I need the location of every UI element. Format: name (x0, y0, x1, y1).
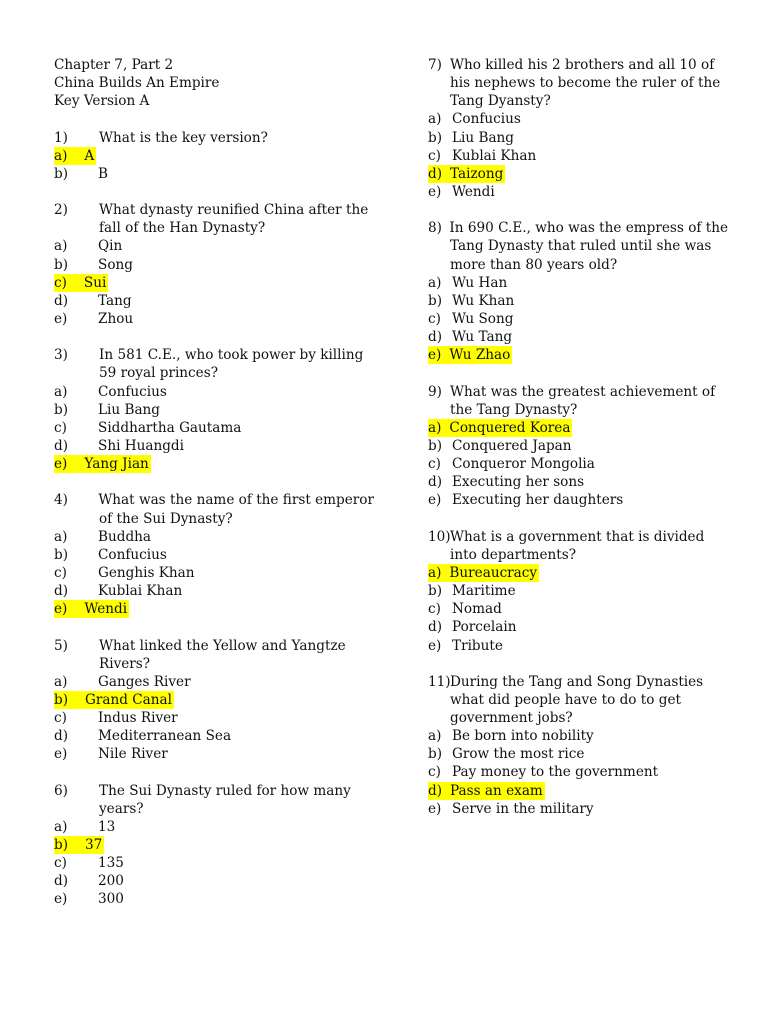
correct-answer-option (54, 274, 374, 292)
answer-option (54, 546, 374, 564)
question-text-continued: 59 royal princes? (99, 365, 218, 382)
question-prompt (428, 219, 728, 237)
answer-option (54, 165, 374, 183)
answer-option-content (54, 673, 191, 691)
answer-option-content (54, 383, 167, 401)
answer-option-text: Siddhartha Gautama (98, 419, 242, 436)
answer-option (428, 328, 728, 346)
correct-answer-option (428, 165, 728, 183)
answer-option-letter: c) (428, 456, 441, 473)
answer-option-text: Maritime (452, 583, 516, 600)
answer-option (428, 473, 728, 491)
answer-option-text: Indus River (98, 710, 178, 727)
answer-option-text: Nile River (98, 746, 168, 763)
question-number: 7) (428, 57, 442, 73)
question-4 (54, 491, 374, 618)
answer-option (54, 256, 374, 274)
answer-option-text: Liu Bang (98, 401, 161, 418)
answer-option-letter: c) (428, 764, 441, 781)
answer-option-text: Be born into nobility (452, 728, 594, 745)
answer-option-letter: c) (54, 419, 67, 436)
answer-option-letter: d) (54, 583, 69, 600)
answer-option-text: Pay money to the government (452, 764, 659, 781)
answer-option (428, 763, 728, 781)
answer-option (428, 727, 728, 745)
answer-option-text: Wu Khan (452, 292, 515, 309)
answer-option (428, 310, 728, 328)
answer-option-content (54, 854, 124, 872)
answer-option-letter: d) (428, 619, 443, 636)
answer-option (54, 564, 374, 582)
correct-answer-option (428, 419, 728, 437)
answer-option-text: Wu Song (452, 310, 514, 327)
answer-option-content (54, 256, 133, 274)
question-text: What is a government that is divided (450, 528, 705, 545)
question-number: 10) (428, 528, 451, 545)
correct-answer-option (54, 600, 374, 618)
answer-option (54, 310, 374, 328)
question-text-continued: the Tang Dynasty? (450, 401, 578, 418)
question-prompt (54, 637, 374, 655)
question-text: In 581 C.E., who took power by killing (99, 347, 364, 364)
answer-option-letter: d) (428, 782, 443, 799)
answer-option-content (54, 745, 168, 763)
spacer (428, 655, 728, 673)
answer-option-content (428, 346, 512, 364)
answer-option (54, 872, 374, 890)
answer-option-text: Yang Jian (84, 456, 149, 473)
answer-option (54, 890, 374, 908)
answer-option-text: 135 (98, 855, 124, 872)
answer-option-content (54, 818, 115, 836)
answer-option-text: Nomad (452, 601, 502, 618)
answer-option-text: 200 (98, 873, 124, 890)
answer-option-text: Shi Huangdi (98, 437, 184, 454)
answer-option-content (54, 437, 184, 455)
answer-option-letter: e) (54, 746, 68, 763)
answer-option-content (428, 564, 539, 582)
answer-option-text: Kublai Khan (452, 147, 537, 164)
question-prompt (428, 528, 728, 546)
question-number: 3) (54, 347, 68, 364)
question-list-left (54, 129, 374, 927)
question-number: 6) (54, 782, 68, 799)
answer-option-text: Wendi (452, 183, 495, 200)
answer-option-letter: e) (54, 456, 68, 473)
answer-option-content (428, 782, 545, 800)
question-3 (54, 346, 374, 473)
answer-option-letter: b) (54, 546, 69, 563)
answer-option-letter: e) (428, 492, 442, 509)
answer-option-text: B (98, 165, 108, 182)
question-prompt (54, 201, 374, 219)
answer-option-content (428, 618, 517, 636)
answer-option-text: Tang (98, 292, 132, 309)
answer-option-content (428, 800, 594, 818)
question-text: What was the greatest achievement of (450, 383, 716, 400)
answer-option-letter: d) (54, 437, 69, 454)
answer-option-letter: c) (54, 710, 67, 727)
answer-option (54, 292, 374, 310)
answer-option (428, 600, 728, 618)
question-text-continued: more than 80 years old? (450, 256, 618, 273)
answer-option-content (428, 763, 658, 781)
answer-option-letter: c) (54, 274, 67, 291)
answer-option-content (54, 872, 124, 890)
answer-option-content (54, 147, 96, 165)
question-text-continued: into departments? (450, 546, 577, 563)
answer-option (428, 274, 728, 292)
answer-option (54, 437, 374, 455)
spacer (428, 510, 728, 528)
question-text-continued: of the Sui Dynasty? (99, 510, 233, 527)
question-text: During the Tang and Song Dynasties (450, 673, 704, 690)
question-prompt (428, 56, 728, 74)
answer-option (54, 401, 374, 419)
spacer (54, 110, 374, 128)
answer-option-content (428, 292, 514, 310)
answer-option (54, 818, 374, 836)
correct-answer-option (428, 564, 728, 582)
answer-option (54, 727, 374, 745)
question-text: What dynasty reunified China after the (99, 202, 369, 219)
question-9 (428, 383, 728, 510)
answer-option-text: Genghis Khan (98, 564, 195, 581)
answer-option-letter: b) (54, 837, 69, 854)
answer-option (54, 528, 374, 546)
answer-option (54, 745, 374, 763)
question-8 (428, 219, 728, 364)
question-text-continued: Tang Dynasty that ruled until she was (450, 238, 712, 255)
answer-option-text: Buddha (98, 528, 152, 545)
answer-option-content (428, 165, 505, 183)
correct-answer-option (54, 455, 374, 473)
answer-option-letter: b) (54, 691, 69, 708)
answer-option (54, 383, 374, 401)
question-prompt (54, 346, 374, 364)
answer-option-content (54, 237, 122, 255)
answer-option-letter: a) (428, 274, 442, 291)
spacer (54, 618, 374, 636)
question-text: What linked the Yellow and Yangtze (99, 637, 346, 654)
answer-option-letter: e) (428, 183, 442, 200)
answer-option-content (54, 292, 132, 310)
answer-option-text: Sui (83, 274, 107, 291)
answer-option-letter: a) (54, 528, 68, 545)
answer-option-text: Wu Zhao (449, 347, 511, 364)
answer-option-content (54, 727, 231, 745)
spacer (428, 818, 728, 836)
answer-option-text: Executing her daughters (452, 492, 624, 509)
answer-option-content (428, 637, 503, 655)
answer-option-content (54, 165, 108, 183)
answer-option (428, 129, 728, 147)
answer-option-letter: b) (428, 129, 443, 146)
answer-option-text: Grow the most rice (452, 746, 585, 763)
answer-option-content (54, 691, 174, 709)
answer-option-text: Song (98, 256, 133, 273)
question-list-right (428, 56, 728, 836)
answer-option-content (428, 129, 514, 147)
answer-option-letter: a) (428, 111, 442, 128)
question-number: 5) (54, 637, 68, 654)
answer-option-text: Confucius (452, 111, 521, 128)
answer-option-content (54, 401, 160, 419)
answer-option-text: Conqueror Mongolia (452, 456, 595, 473)
answer-option-letter: e) (428, 347, 442, 364)
correct-answer-option (54, 147, 374, 165)
answer-option-text: Bureaucracy (449, 564, 538, 581)
answer-option-text: A (84, 147, 95, 164)
answer-option-letter: d) (54, 873, 69, 890)
answer-option-text: Confucius (98, 546, 167, 563)
answer-option-content (428, 745, 584, 763)
answer-option-content (428, 183, 495, 201)
answer-option-letter: b) (54, 256, 69, 273)
answer-option-content (428, 600, 502, 618)
answer-option-content (428, 110, 521, 128)
answer-option-content (428, 147, 536, 165)
answer-option-content (54, 890, 124, 908)
answer-option (54, 673, 374, 691)
answer-option-content (54, 582, 182, 600)
question-number: 11) (428, 673, 451, 690)
answer-option-text: Qin (98, 238, 123, 255)
chapter-title: Chapter 7, Part 2 (54, 57, 174, 73)
answer-option-content (54, 546, 167, 564)
answer-option-content (428, 310, 513, 328)
answer-option-content (428, 473, 584, 491)
question-number: 8) (428, 220, 442, 237)
answer-option-letter: d) (428, 474, 443, 491)
answer-option-content (54, 455, 151, 473)
question-text-continued: years? (99, 800, 144, 817)
answer-option (428, 455, 728, 473)
answer-option-letter: c) (54, 564, 67, 581)
question-prompt (428, 673, 728, 691)
answer-option-text: 37 (85, 837, 103, 854)
question-number: 4) (54, 492, 68, 509)
answer-option (428, 800, 728, 818)
question-text-continued: government jobs? (450, 710, 573, 727)
correct-answer-option (54, 836, 374, 854)
answer-option-content (54, 310, 133, 328)
answer-option (428, 183, 728, 201)
answer-option-content (428, 491, 623, 509)
answer-option-content (428, 437, 572, 455)
right-column (428, 56, 728, 836)
question-text: In 690 C.E., who was the empress of the (449, 220, 728, 237)
answer-option (428, 110, 728, 128)
answer-option-letter: b) (428, 746, 443, 763)
question-text-continued: Rivers? (99, 655, 151, 672)
spacer (54, 328, 374, 346)
correct-answer-option (428, 346, 728, 364)
document-title: China Builds An Empire (54, 75, 220, 92)
question-text-continued: what did people have to do to get (450, 691, 681, 708)
answer-option-text: Executing her sons (452, 474, 585, 491)
question-prompt (54, 129, 374, 147)
question-number: 2) (54, 202, 68, 219)
question-1 (54, 129, 374, 183)
answer-option (428, 745, 728, 763)
answer-option-content (54, 600, 129, 618)
answer-option-content (428, 455, 595, 473)
answer-option-letter: d) (54, 292, 69, 309)
answer-option-content (54, 528, 151, 546)
answer-option-text: 13 (98, 818, 116, 835)
answer-option-letter: a) (54, 673, 68, 690)
question-text: What is the key version? (99, 129, 268, 146)
answer-option-letter: a) (54, 238, 68, 255)
answer-option-content (428, 727, 594, 745)
answer-option-text: Wu Han (452, 274, 508, 291)
answer-option-letter: e) (428, 800, 442, 817)
answer-option-letter: c) (428, 147, 441, 164)
answer-option-text: Liu Bang (452, 129, 515, 146)
answer-option-letter: c) (428, 601, 441, 618)
question-7 (428, 56, 728, 201)
question-text: Who killed his 2 brothers and all 10 of (450, 57, 715, 73)
answer-option-text: Tribute (452, 637, 503, 654)
question-text-continued: Tang Dyansty? (450, 93, 551, 110)
answer-option-letter: e) (54, 310, 68, 327)
answer-option-letter: d) (428, 329, 443, 346)
question-number: 1) (54, 129, 68, 146)
answer-option (428, 437, 728, 455)
question-text: The Sui Dynasty ruled for how many (99, 782, 351, 799)
answer-option-letter: a) (54, 383, 68, 400)
answer-option-letter: d) (428, 165, 443, 182)
answer-option-text: Serve in the military (452, 800, 594, 817)
answer-option-letter: b) (54, 401, 69, 418)
answer-option-letter: e) (54, 891, 68, 908)
answer-option-text: 300 (98, 891, 124, 908)
answer-option (54, 582, 374, 600)
answer-option (428, 292, 728, 310)
question-prompt (54, 491, 374, 509)
answer-option (428, 582, 728, 600)
question-prompt (54, 782, 374, 800)
answer-option-text: Conquered Japan (452, 437, 572, 454)
spacer (428, 201, 728, 219)
answer-option (54, 237, 374, 255)
answer-option-letter: a) (428, 728, 442, 745)
answer-option-letter: a) (428, 564, 442, 581)
answer-option-content (54, 709, 178, 727)
answer-option-text: Conquered Korea (449, 419, 571, 436)
answer-option-text: Confucius (98, 383, 167, 400)
answer-option-text: Taizong (450, 165, 504, 182)
answer-option-letter: b) (54, 165, 69, 182)
answer-option-letter: a) (428, 419, 442, 436)
answer-option (428, 147, 728, 165)
answer-option-content (54, 274, 108, 292)
answer-option-letter: a) (54, 147, 68, 164)
answer-option-letter: b) (428, 437, 443, 454)
answer-option-letter: a) (54, 818, 68, 835)
answer-option-content (428, 328, 512, 346)
answer-option-letter: b) (428, 583, 443, 600)
spacer (54, 763, 374, 781)
answer-option-text: Pass an exam (450, 782, 543, 799)
answer-option-text: Ganges River (98, 673, 191, 690)
question-6 (54, 782, 374, 909)
answer-option-content (428, 419, 572, 437)
answer-option-text: Kublai Khan (98, 583, 183, 600)
answer-option-content (428, 274, 507, 292)
spacer (54, 473, 374, 491)
correct-answer-option (428, 782, 728, 800)
question-text-continued: his nephews to become the ruler of the (450, 75, 721, 92)
answer-option-content (54, 564, 195, 582)
question-2 (54, 201, 374, 328)
answer-option (428, 618, 728, 636)
answer-option-letter: c) (428, 310, 441, 327)
question-prompt (428, 383, 728, 401)
spacer (428, 364, 728, 382)
answer-option (428, 491, 728, 509)
question-10 (428, 528, 728, 655)
answer-option (54, 709, 374, 727)
key-version-label: Key Version A (54, 93, 150, 110)
answer-option-text: Mediterranean Sea (98, 728, 232, 745)
spacer (54, 909, 374, 927)
spacer (54, 183, 374, 201)
answer-option-text: Wu Tang (452, 329, 513, 346)
answer-option-letter: b) (428, 292, 443, 309)
answer-option-letter: e) (428, 637, 442, 654)
question-11 (428, 673, 728, 818)
answer-option-content (428, 582, 516, 600)
correct-answer-option (54, 691, 374, 709)
answer-option-content (54, 836, 104, 854)
answer-option-letter: e) (54, 601, 68, 618)
answer-option-text: Grand Canal (85, 691, 172, 708)
answer-option-text: Wendi (84, 601, 128, 618)
answer-option-letter: d) (54, 728, 69, 745)
answer-option-letter: c) (54, 855, 67, 872)
question-text: What was the name of the first emperor (98, 492, 374, 509)
answer-option (54, 419, 374, 437)
answer-option (428, 637, 728, 655)
question-text-continued: fall of the Han Dynasty? (99, 220, 266, 237)
question-5 (54, 637, 374, 764)
answer-option-text: Zhou (98, 310, 134, 327)
left-column (54, 56, 374, 927)
answer-option-content (54, 419, 241, 437)
answer-option (54, 854, 374, 872)
question-number: 9) (428, 383, 442, 400)
answer-option-text: Porcelain (452, 619, 517, 636)
